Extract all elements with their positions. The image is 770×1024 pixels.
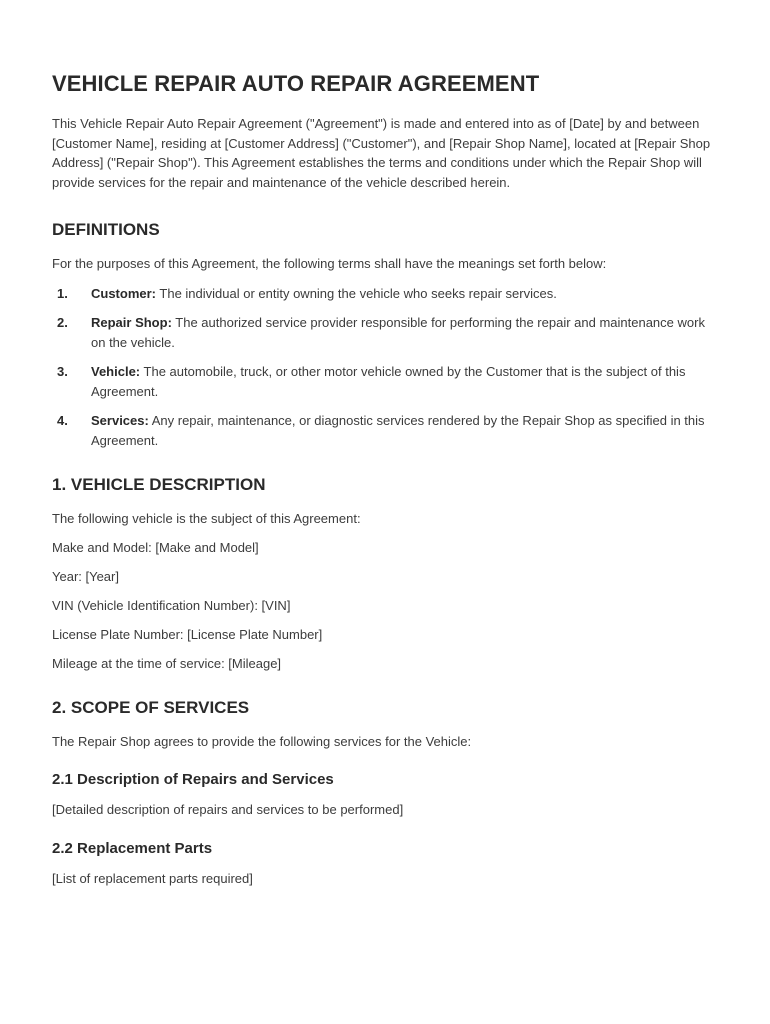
definition-number: 1. bbox=[57, 285, 68, 301]
definition-term: Services: bbox=[91, 413, 149, 428]
scope-of-services-heading: 2. SCOPE OF SERVICES bbox=[52, 697, 250, 717]
definitions-lead: For the purposes of this Agreement, the following terms shall have the meanings set forth below: bbox=[52, 256, 607, 271]
vehicle-mileage: Mileage at the time of service: [Mileage] bbox=[52, 656, 282, 671]
definition-text: Any repair, maintenance, or diagnostic services rendered by the Repair Shop as specified in this Agreement. bbox=[91, 413, 705, 448]
vehicle-year: Year: [Year] bbox=[52, 569, 119, 584]
vehicle-make-model: Make and Model: [Make and Model] bbox=[52, 540, 259, 555]
replacement-parts-subheading: 2.2 Replacement Parts bbox=[52, 839, 213, 857]
definition-term: Customer: bbox=[91, 285, 157, 301]
definition-term: Vehicle: bbox=[91, 364, 141, 379]
definition-item-repair-shop bbox=[52, 313, 716, 352]
definition-term: Repair Shop: bbox=[91, 315, 172, 330]
repairs-services-subheading: 2.1 Description of Repairs and Services bbox=[52, 771, 334, 788]
definition-item-services bbox=[52, 411, 716, 450]
definition-text: The individual or entity owning the vehicle who seeks repair services. bbox=[156, 285, 557, 301]
definition-text: The authorized service provider responsible for performing the repair and maintenance work on the vehicle. bbox=[91, 315, 705, 350]
definition-number: 3. bbox=[57, 364, 68, 379]
intro-paragraph: This Vehicle Repair Auto Repair Agreement ("Agreement") is made and entered into as of [Date] by and between [Customer Name], residing at [Customer Address] ("Customer"), and [Repair Shop Name], located at [Repair Shop Address] ("Repair Shop"). This Agreement establishes the terms and conditions under which the Repair Shop will provide services for the repair and maintenance of the vehicle described herein. bbox=[52, 116, 711, 190]
replacement-parts-text: [List of replacement parts required] bbox=[52, 870, 253, 886]
definition-item-vehicle bbox=[52, 362, 716, 401]
definition-item-customer bbox=[52, 284, 716, 304]
vehicle-vin: VIN (Vehicle Identification Number): [VIN] bbox=[52, 598, 291, 613]
vehicle-description-heading: 1. VEHICLE DESCRIPTION bbox=[52, 475, 266, 494]
vehicle-description-lead: The following vehicle is the subject of this Agreement: bbox=[52, 511, 361, 526]
scope-of-services-lead: The Repair Shop agrees to provide the following services for the Vehicle: bbox=[52, 733, 472, 749]
definition-number: 2. bbox=[57, 315, 68, 330]
document-title: VEHICLE REPAIR AUTO REPAIR AGREEMENT bbox=[52, 71, 540, 96]
vehicle-license-plate: License Plate Number: [License Plate Number] bbox=[52, 627, 323, 642]
definition-number: 4. bbox=[57, 413, 68, 428]
definition-text: The automobile, truck, or other motor vehicle owned by the Customer that is the subject of this Agreement. bbox=[91, 364, 686, 399]
document-page bbox=[52, 70, 716, 888]
definitions-list bbox=[52, 284, 716, 451]
definitions-heading: DEFINITIONS bbox=[52, 220, 160, 239]
repairs-services-text: [Detailed description of repairs and services to be performed] bbox=[52, 802, 404, 817]
